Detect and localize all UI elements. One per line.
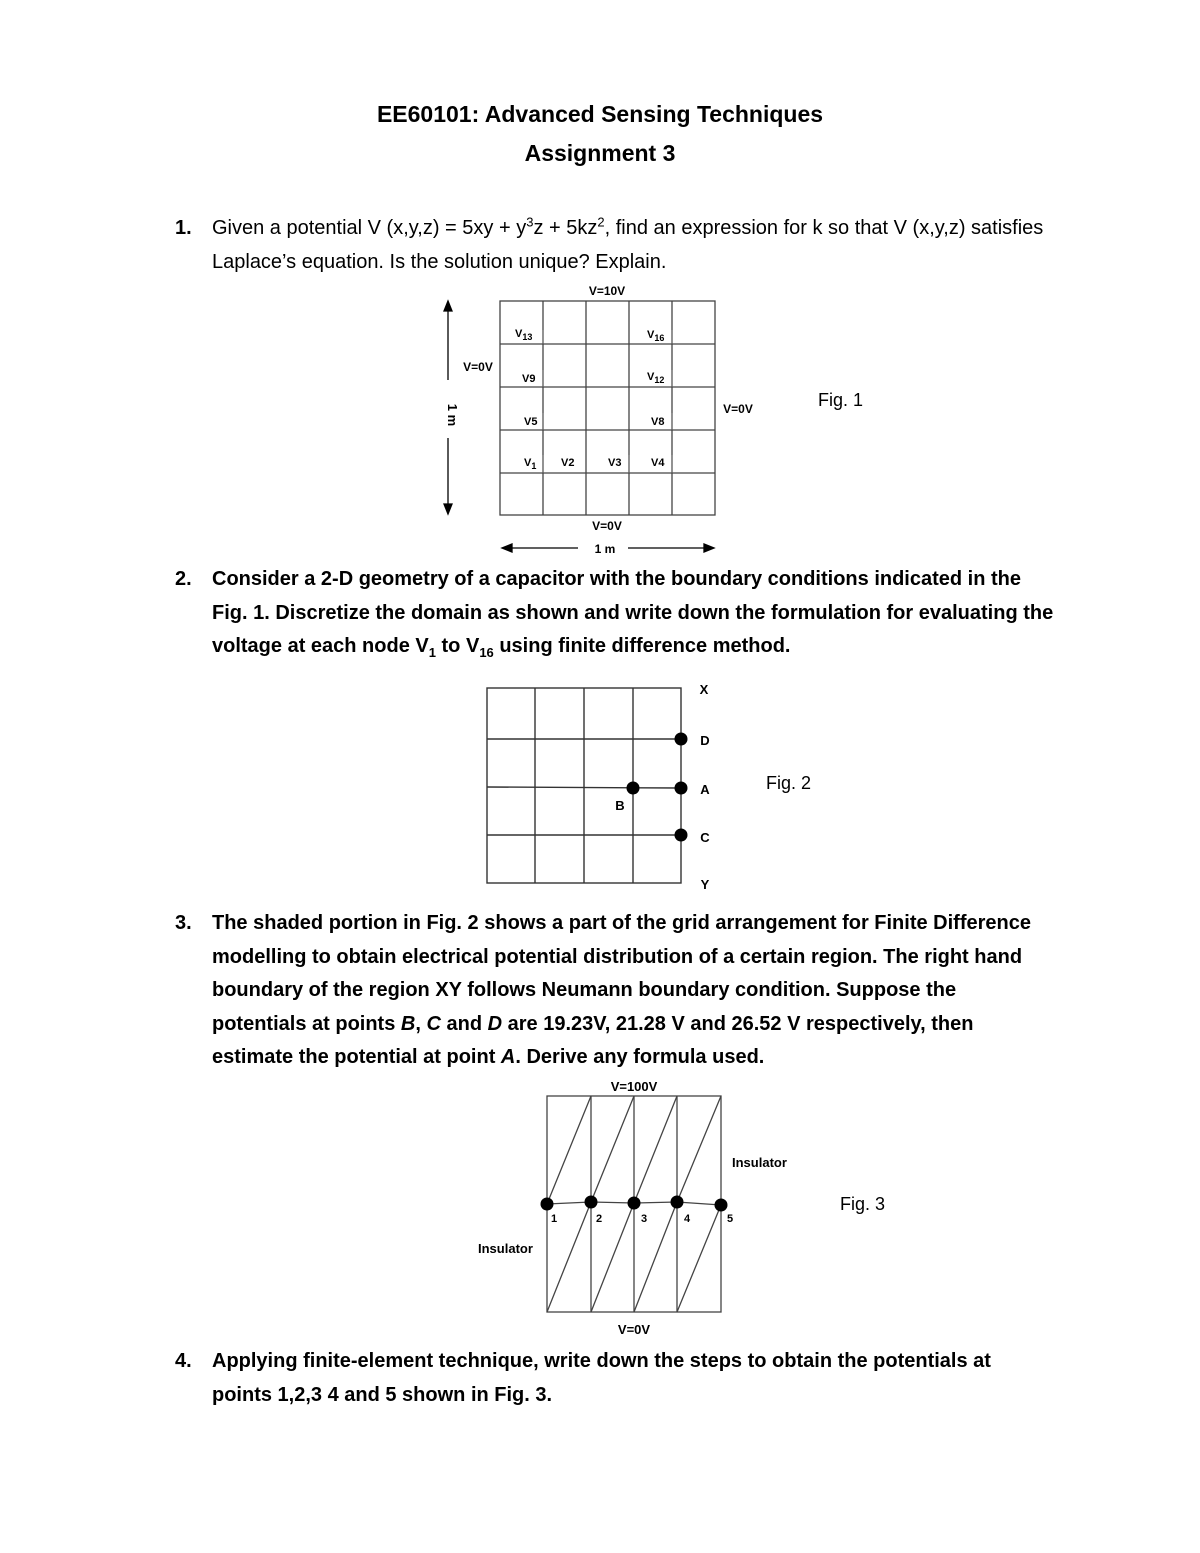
fig2-points (627, 733, 688, 842)
fig3-caption: Fig. 3 (840, 1194, 886, 1214)
fig1-vertical-dim-label: 1 m (445, 403, 460, 427)
fig3-node-label-4: 4 (684, 1213, 691, 1225)
question-text: Applying finite-element technique, write down the steps to obtain the potentials at points 1,2,3 4 and 5 shown in Fig. 3. (212, 1350, 991, 1406)
node-v13: $V_{13}$ (515, 328, 533, 342)
course-title: EE60101: Advanced Sensing Techniques (376, 101, 824, 127)
point-c (675, 829, 688, 842)
point-a (675, 782, 688, 795)
fig3-right-insulator: Insulator (732, 1155, 787, 1170)
node-4 (671, 1196, 684, 1209)
node-v16: $V_{16}$ (647, 329, 665, 343)
fig1-top-boundary: V=10V (588, 284, 626, 298)
question-text: Consider a 2-D geometry of a capacitor with the boundary conditions indicated in the Fig. 1. Discretize the domain as shown and write down the formulation for evaluating the voltage at each node $V_1$ to $V_{16}$ using finite difference method. (212, 568, 1054, 660)
fig3-node-label-2: 2 (596, 1213, 603, 1225)
node-v12: $V_{12}$ (647, 371, 665, 385)
question-2 (175, 563, 1055, 664)
node-v3: V3 (608, 457, 622, 469)
figure-2 (480, 675, 830, 895)
node-v5: V5 (524, 416, 538, 428)
fig2-caption: Fig. 2 (766, 773, 812, 793)
fig3-node-label-3: 3 (641, 1213, 648, 1225)
question-number: 1. (175, 217, 192, 239)
point-b (627, 782, 640, 795)
fig2-label-d: D (700, 733, 710, 748)
figure-1 (420, 280, 900, 562)
node-1 (541, 1198, 554, 1211)
fig3-left-insulator: Insulator (478, 1241, 533, 1256)
fig1-bottom-boundary: V=0V (592, 519, 622, 533)
question-1 (175, 212, 1055, 279)
fig2-grid (487, 688, 681, 883)
fig3-bottom-boundary: V=0V (617, 1322, 651, 1337)
fig3-node-label-1: 1 (551, 1213, 558, 1225)
node-2 (585, 1196, 598, 1209)
fig3-node-label-5: 5 (727, 1213, 734, 1225)
assignment-title: Assignment 3 (524, 140, 676, 166)
fig2-label-y: Y (700, 877, 710, 892)
fig2-label-b: B (615, 798, 625, 813)
fig1-horizontal-dim-label: 1 m (594, 542, 616, 556)
question-4 (175, 1345, 1055, 1412)
figure-3 (470, 1072, 900, 1340)
point-d (675, 733, 688, 746)
node-v9: V9 (522, 373, 536, 385)
fig2-label-x: X (699, 682, 709, 697)
question-number: 2. (175, 568, 192, 590)
fig1-caption: Fig. 1 (818, 390, 864, 410)
question-text: Given a potential V $(x,y,z) = 5xy + y^3z + 5kz^2$, find an expression for k so that V (x,y,z) satisfies Laplace’s equation. Is the solution unique? Explain. (212, 214, 1044, 273)
node-5 (715, 1199, 728, 1212)
node-v1: $V_1$ (524, 457, 537, 471)
node-v8: V8 (651, 416, 665, 428)
fig3-top-boundary: V=100V (610, 1079, 658, 1094)
question-text: The shaded portion in Fig. 2 shows a part of the grid arrangement for Finite Difference modelling to obtain electrical potential distribution of a certain region. The right hand boundary of the region XY follows Neumann boundary condition. Suppose the potentials at points B, C and D are 19.23V, 21.28 V and 26.52 V respectively, then estimate the potential at point A. Derive any formula used. (212, 912, 1031, 1068)
fig1-left-boundary: V=0V (463, 360, 493, 374)
fig2-label-a: A (700, 782, 710, 797)
node-3 (628, 1197, 641, 1210)
fig1-node-labels (515, 328, 665, 471)
node-v4: V4 (651, 457, 665, 469)
node-v2: V2 (561, 457, 575, 469)
fig2-label-c: C (700, 830, 710, 845)
question-number: 3. (175, 912, 192, 934)
fig1-label-boxes (543, 330, 672, 473)
question-3 (175, 907, 1055, 1075)
fig1-right-boundary: V=0V (723, 402, 753, 416)
question-number: 4. (175, 1350, 192, 1372)
